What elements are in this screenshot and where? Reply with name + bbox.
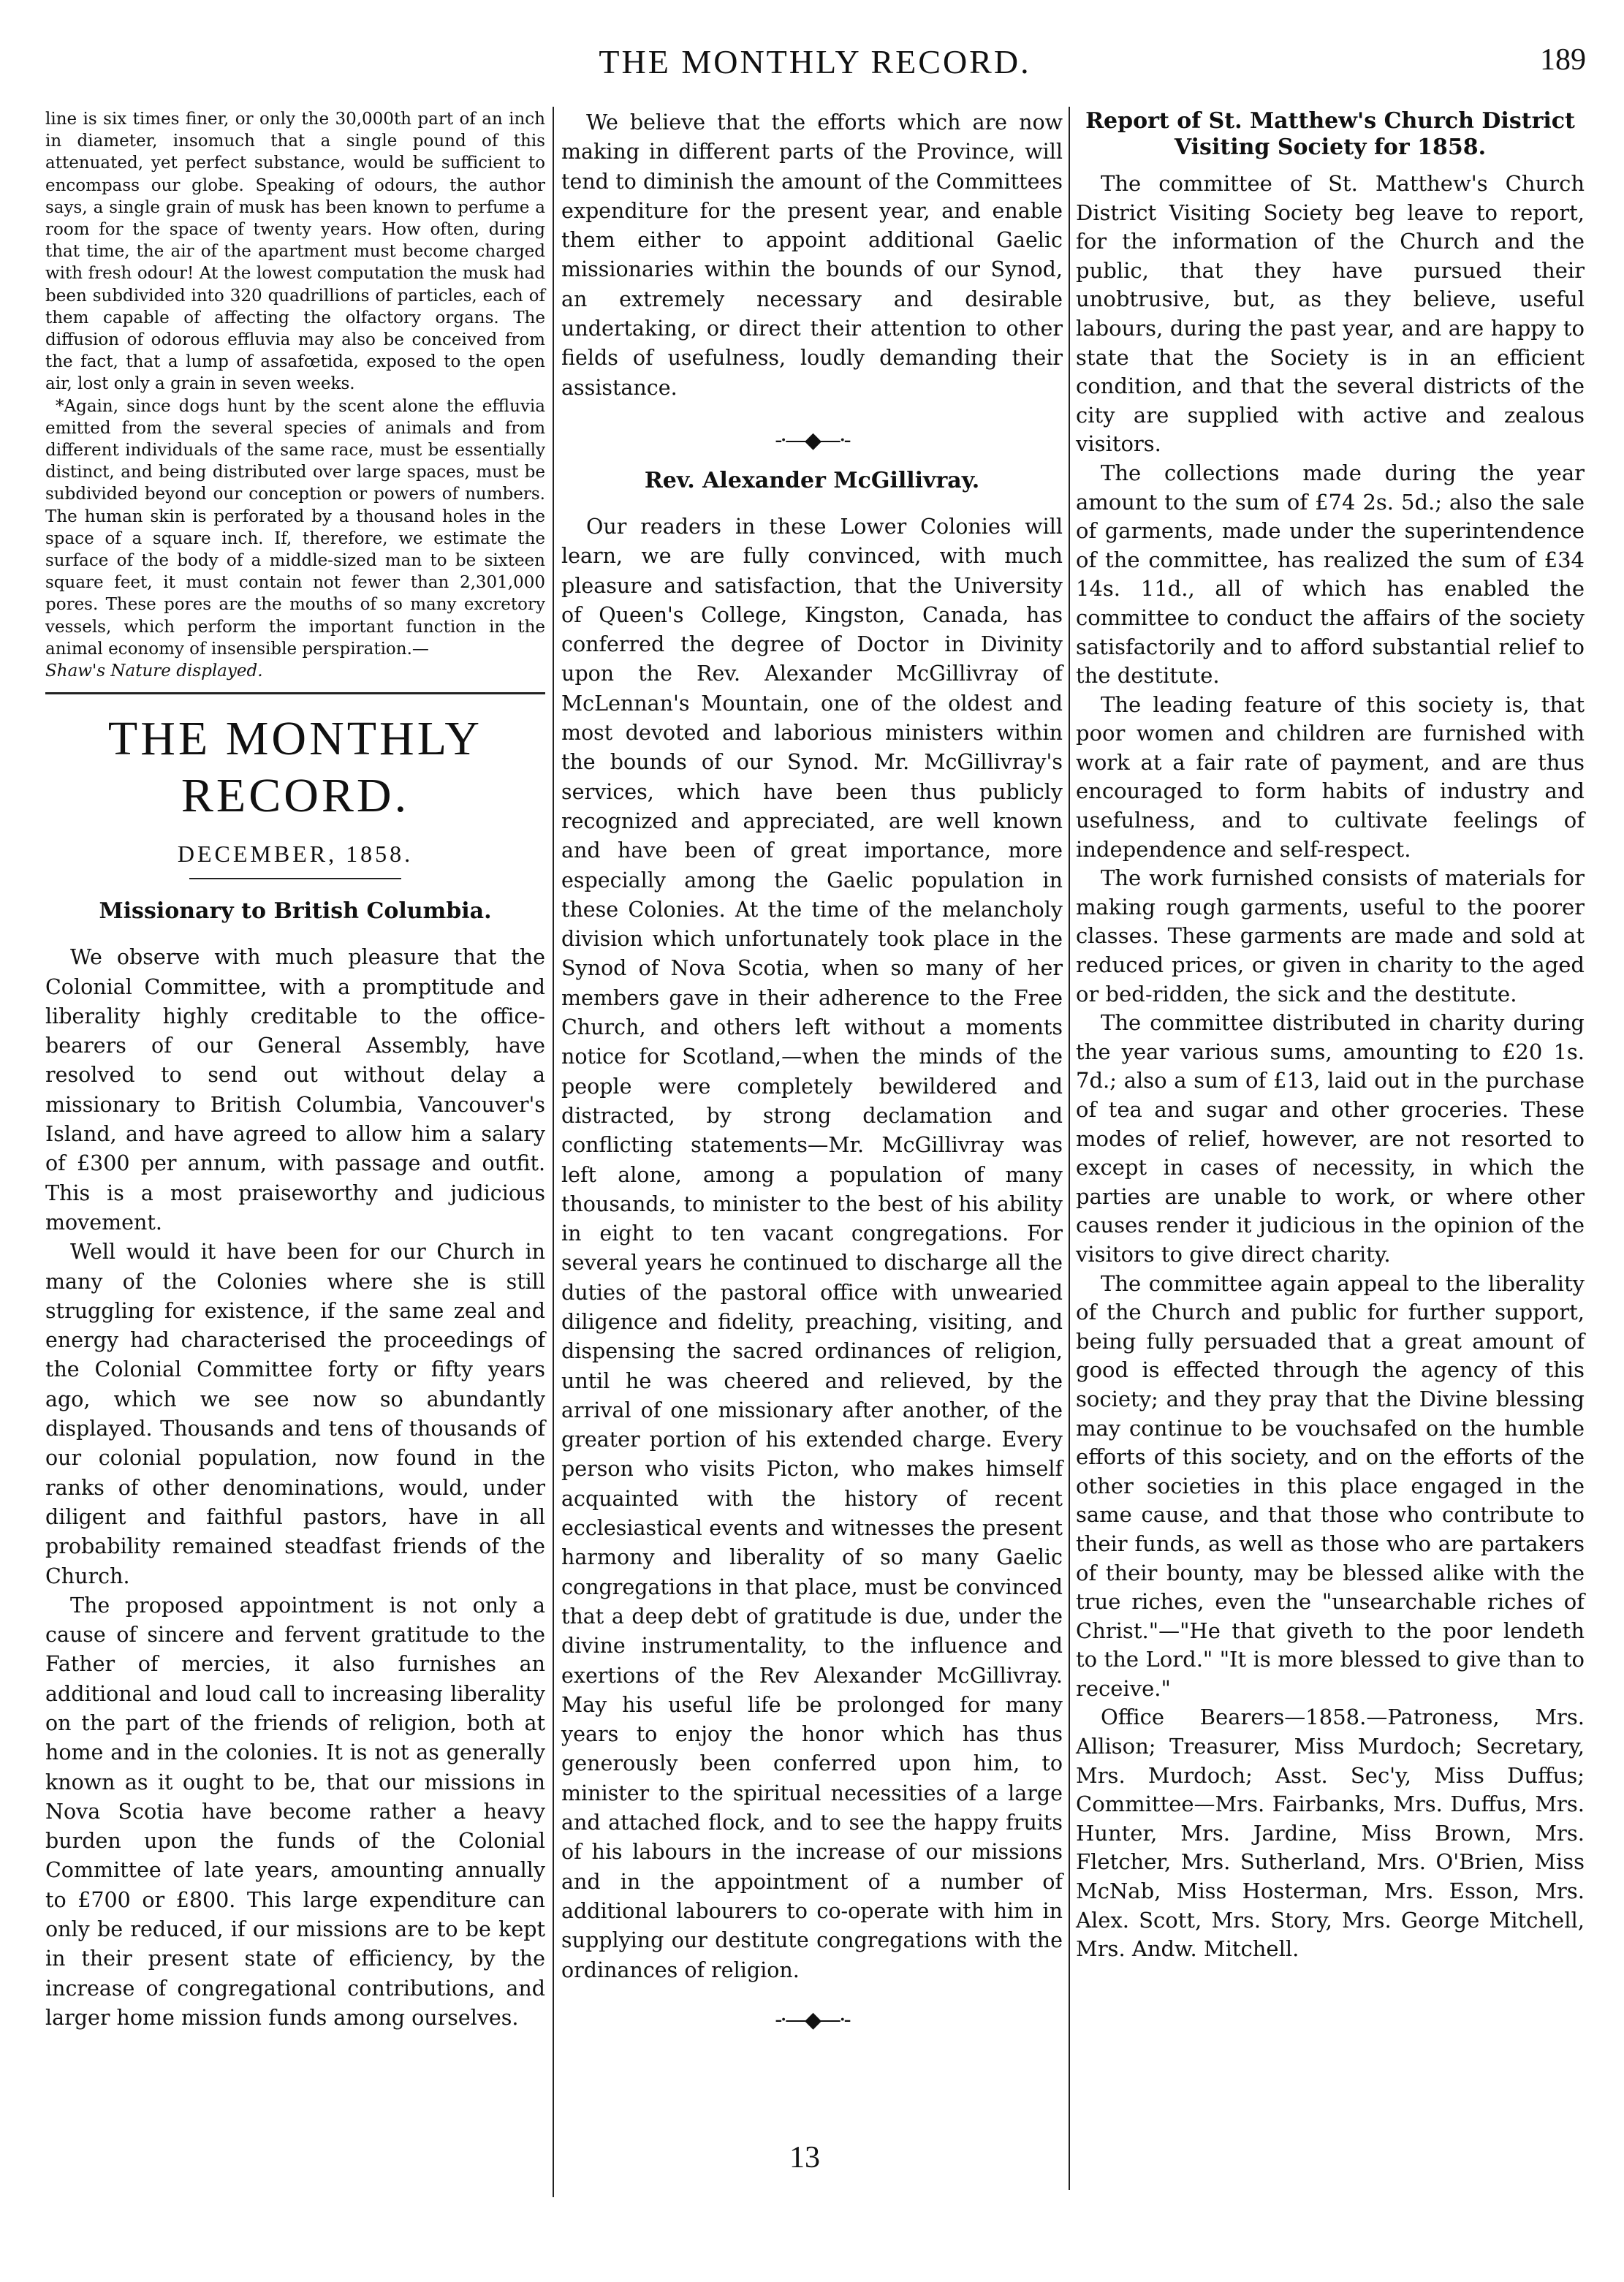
- article-paragraph: Our readers in these Lower Colonies will learn, we are fully convinced, with much pleasure and satisfaction, that the University of Queen's College, Kingston, Canada, has conferred the degree of Doctor in Divinity upon the Rev. Alexander McGillivray of McLennan's Mountain, one of the oldest and most devoted and laborious ministers within the bounds of our Synod. Mr. McGillivray's services, which have been thus publicly recognized and appreciated, are well known and have been of great importance, more especially among the Gaelic population in these Colonies. At the time of the melancholy division which unfortunately took place in the Synod of Nova Scotia, when so many of her members gave in their adherence to the Free Church, and others left without a moments notice for Scotland,—when the minds of the people were completely bewildered and distracted, by strong declamation and conflicting statements—Mr. McGillivray was left alone, among a population of many thousands, to minister to the best of his ability in eight to ten vacant congregations. For several years he continued to discharge all the duties of the pastoral office with unwearied diligence and fidelity, preaching, visiting, and dispensing the sacred ordinances of religion, until he was cheered and relieved, by the arrival of one missionary after another, of the greater portion of his extended charge. Every person who visits Picton, who makes himself acquainted with the history of recent ecclesiastical events and witnesses the present harmony and liberality of so many Gaelic congregations in that place, must be convinced that a deep debt of gratitude is due, under the divine instrumentality, to the influence and exertions of the Rev Alexander McGillivray. May his useful life be prolonged for many years to enjoy the honor which has thus generously been conferred upon him, to minister to the spiritual necessities of a large and attached flock, and to see the happy fruits of his labours in the increase of our missions and in the appointment of a number of additional labourers to co-operate with him in supplying our destitute congregations with the ordinances of religion.: [561, 514, 1063, 1982]
- masthead: THE MONTHLY RECORD.: [107, 712, 483, 823]
- article-heading-line: Report of St. Matthew's Church District: [1085, 108, 1575, 134]
- article-paragraph: line is six times finer, or only the 30,000th part of an inch in diameter, insomuch that a single pound of this attenuated, yet perfect substance, would be sufficient to encompass our globe. Speaking of odours, the author says, a single grain of musk has been known to perfume a room for the space of twenty years. How often, during that time, the air of the apartment must become charged with fresh odour! At the lowest computation the musk had been subdivided into 320 quadrillions of particles, each of them capable of affecting the olfactory organs. The diffusion of odorous effluvia may also be conceived from the fact, that a lump of assafœtida, exposed to the open air, lost only a grain in seven weeks.: [45, 110, 545, 394]
- article-paragraph: The work furnished consists of materials for making rough garments, useful to the poorer classes. These garments are made and sold at reduced prices, or given in charity to the aged or bed-ridden, the sick and the destitute.: [1076, 865, 1585, 1007]
- article-paragraph: We believe that the efforts which are now making in different parts of the Province, will tend to diminish the amount of the Committees expenditure for the present year, and enable them either to appoint additional Gaelic missionaries within the bounds of our Synod, an extremely necessary and desirable undertaking, or direct their attention to other fields of usefulness, loudly demanding their assistance.: [561, 110, 1063, 400]
- article-body: [45, 943, 545, 2033]
- citation: Shaw's Nature displayed.: [45, 662, 263, 681]
- article-paragraph: The leading feature of this society is, that poor women and children are furnished with work at a fair rate of payment, and are thus encouraged to form habits of industry and usefulness, and to cultivate feelings of independence and self-respect.: [1076, 691, 1585, 862]
- article-paragraph: *Again, since dogs hunt by the scent alone the effluvia emitted from the several species of animals and from different individuals of the same race, must be essentially distinct, and being distributed over large spaces, must be subdivided beyond our conception or powers of numbers. The human skin is perforated by a thousand holes in the space of a square inch. If, therefore, we estimate the surface of the body of a middle-sized man to be sixteen square feet, it must contain not fewer than 2,301,000 pores. These pores are the mouths of so many excretory vessels, which perform the important function in the animal economy of insensible perspiration.—: [45, 396, 545, 659]
- running-title: THE MONTHLY RECORD.: [599, 43, 1031, 80]
- article-paragraph: Well would it have been for our Church in many of the Colonies where she is still struggling for existence, if the same zeal and energy had characterised the proceedings of the Colonial Committee forty or fifty years ago, which we see now so abundantly displayed. Thousands and tens of thousands of our colonial population, now found in the ranks of other denominations, would, under diligent and faithful pastors, have in all probability remained steadfast friends of the Church.: [45, 1240, 545, 1588]
- ornament: -·—◆—·-: [775, 2006, 849, 2033]
- article-heading: Rev. Alexander McGillivray.: [644, 467, 980, 493]
- column-3: [1076, 108, 1585, 1964]
- page-number: 189: [1540, 43, 1586, 77]
- continued-article: [561, 108, 1063, 403]
- column-rule: [553, 107, 554, 2197]
- running-head: [44, 42, 1586, 86]
- divider: [189, 878, 401, 879]
- dateline: DECEMBER, 1858.: [177, 841, 414, 868]
- article-heading: [1076, 108, 1585, 161]
- article-paragraph: The collections made during the year amount to the sum of £74 2s. 5d.; also the sale of garments, made under the superintendence of the committee, has realized the sum of £34 14s. 11d., all of which has enabled the committee to conduct the affairs of the society satisfactorily and to afford substantial relief to the destitute.: [1076, 460, 1585, 689]
- continued-article: [45, 108, 545, 682]
- divider: [45, 692, 545, 694]
- column-2: [561, 108, 1063, 2047]
- column-1: [45, 108, 545, 2033]
- ornament: -·—◆—·-: [775, 427, 849, 453]
- article-paragraph: Office Bearers—1858.—Patroness, Mrs. Allison; Treasurer, Miss Murdoch; Secretary, Mrs. Murdoch; Asst. Sec'y, Miss Duffus; Committee—Mrs. Fairbanks, Mrs. Duffus, Mrs. Hunter, Mrs. Jardine, Miss Brown, Mrs. Fletcher, Mrs. Sutherland, Mrs. O'Brien, Miss McNab, Miss Hosterman, Mrs. Esson, Mrs. Alex. Scott, Mrs. Story, Mrs. George Mitchell, Mrs. Andw. Mitchell.: [1076, 1705, 1585, 1962]
- article-body: [561, 512, 1063, 1985]
- article-paragraph: The proposed appointment is not only a cause of sincere and fervent gratitude to the Father of mercies, it also furnishes an additional and loud call to increasing liberality on the part of the friends of religion, both at home and in the colonies. It is not as generally known as it ought to be, that our missions in Nova Scotia have become rather a heavy burden upon the funds of the Colonial Committee of late years, amounting annually to £700 or £800. This large expenditure can only be reduced, if our missions are to be kept in their present state of efficiency, by the increase of congregational contributions, and larger home mission funds among ourselves.: [45, 1593, 545, 2030]
- article-paragraph: We observe with much pleasure that the Colonial Committee, with a promptitude and liberality highly creditable to the office-bearers of our General Assembly, have resolved to send out without delay a missionary to British Columbia, Vancouver's Island, and have agreed to allow him a salary of £300 per annum, with passage and outfit. This is a most praiseworthy and judicious movement.: [45, 945, 545, 1235]
- column-rule: [1069, 107, 1070, 2190]
- article-heading-line: Visiting Society for 1858.: [1174, 134, 1487, 160]
- article-paragraph: The committee distributed in charity during the year various sums, amounting to £20 1s. 7d.; also a sum of £13, laid out in the purchase of tea and sugar and other groceries. These modes of relief, however, are not resorted to except in cases of necessity, in which the parties are unable to work, or where other causes render it judicious in the opinion of the visitors to give direct charity.: [1076, 1010, 1585, 1267]
- article-paragraph: The committee of St. Matthew's Church District Visiting Society beg leave to report, for the information of the Church and the public, that they have pursued their unobtrusive, but, as they believe, useful labours, during the past year, and are happy to state that the Society is in an efficient condition, and that the several districts of the city are supplied with active and zealous visitors.: [1076, 171, 1585, 457]
- article-paragraph: The committee again appeal to the liberality of the Church and public for further support, being fully persuaded that a great amount of good is effected through the agency of this society; and they pray that the Divine blessing may continue to be vouchsafed on the humble efforts of this society, and on the efforts of the other societies in this place engaged in the same cause, and that those who contribute to their funds, as well as those who are partakers of their bounty, may be blessed alike with the true riches, even the "unsearchable riches of Christ."—"He that giveth to the poor lendeth to the Lord." "It is more blessed to give than to receive.": [1076, 1270, 1585, 1701]
- signature-mark: 13: [789, 2141, 820, 2175]
- article-heading: Missionary to British Columbia.: [99, 898, 492, 925]
- article-body: [1076, 170, 1585, 1964]
